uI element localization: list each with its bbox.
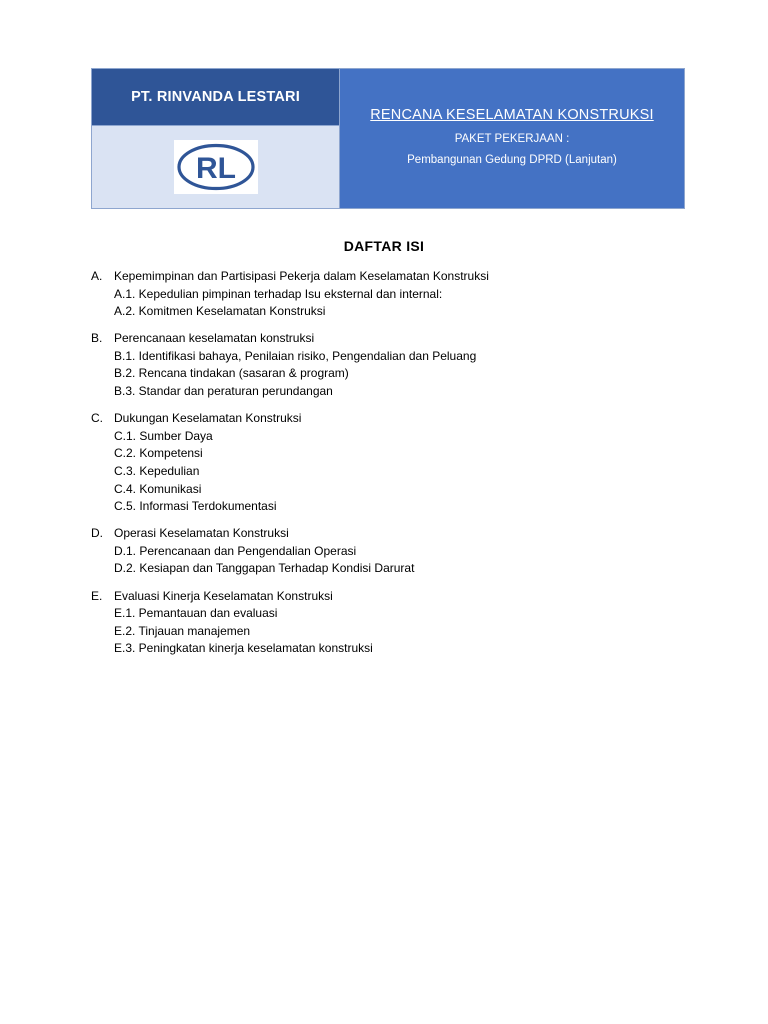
toc-subitem: C.3. Kepedulian	[114, 463, 200, 478]
logo-cell	[92, 126, 339, 208]
toc-section-title: Perencanaan keselamatan konstruksi	[114, 331, 315, 346]
toc-subitem: D.1. Perencanaan dan Pengendalian Operasi	[114, 543, 357, 558]
logo-lettering: RL	[195, 152, 236, 185]
toc-subitem: C.1. Sumber Daya	[114, 428, 213, 443]
toc-subitem: E.1. Pemantauan dan evaluasi	[114, 606, 278, 621]
toc-section	[91, 525, 691, 578]
toc-subitem: A.2. Komitmen Keselamatan Konstruksi	[114, 304, 326, 319]
toc-section	[91, 410, 691, 516]
company-column	[92, 69, 340, 208]
table-of-contents	[91, 268, 691, 667]
toc-section-title: Evaluasi Kinerja Keselamatan Konstruksi	[114, 588, 333, 603]
company-logo	[174, 140, 258, 194]
toc-section-letter: D.	[91, 526, 103, 541]
rl-logo-icon	[176, 142, 256, 192]
project-name: Pembangunan Gedung DPRD (Lanjutan)	[407, 154, 617, 166]
toc-section-heading	[91, 410, 691, 428]
toc-section-letter: C.	[91, 411, 103, 426]
toc-section-title: Kepemimpinan dan Partisipasi Pekerja dalam Keselamatan Konstruksi	[114, 269, 489, 283]
toc-section-letter: B.	[91, 331, 103, 346]
toc-title: DAFTAR ISI	[343, 238, 425, 254]
toc-subitem: C.2. Kompetensi	[114, 446, 203, 461]
toc-subitem: B.1. Identifikasi bahaya, Penilaian risiko, Pengendalian dan Peluang	[114, 348, 477, 363]
toc-section-heading	[91, 525, 691, 543]
toc-section-heading	[91, 268, 691, 286]
document-title-column	[340, 69, 684, 208]
toc-section	[91, 330, 691, 400]
toc-section-title: Operasi Keselamatan Konstruksi	[114, 526, 289, 541]
toc-section-heading	[91, 330, 691, 348]
company-name: PT. RINVANDA LESTARI	[92, 69, 339, 126]
toc-section	[91, 588, 691, 658]
toc-subitem: A.1. Kepedulian pimpinan terhadap Isu eksternal dan internal:	[114, 286, 443, 301]
toc-section	[91, 268, 691, 321]
toc-subitem: B.3. Standar dan peraturan perundangan	[114, 384, 333, 399]
toc-section-title: Dukungan Keselamatan Konstruksi	[114, 411, 302, 426]
toc-subitem: B.2. Rencana tindakan (sasaran & program)	[114, 366, 349, 381]
toc-subitem: E.2. Tinjauan manajemen	[114, 623, 251, 638]
document-title: RENCANA KESELAMATAN KONSTRUKSI	[370, 107, 654, 123]
toc-subitem: E.3. Peningkatan kinerja keselamatan konstruksi	[114, 641, 373, 656]
toc-section-letter: A.	[91, 269, 103, 283]
toc-subitem: D.2. Kesiapan dan Tanggapan Terhadap Kondisi Darurat	[114, 561, 415, 576]
toc-section-letter: E.	[91, 588, 103, 603]
toc-subitem: C.4. Komunikasi	[114, 481, 202, 496]
toc-subitem: C.5. Informasi Terdokumentasi	[114, 499, 277, 514]
toc-section-heading	[91, 588, 691, 606]
package-label: PAKET PEKERJAAN :	[454, 133, 570, 145]
document-header	[91, 68, 685, 209]
